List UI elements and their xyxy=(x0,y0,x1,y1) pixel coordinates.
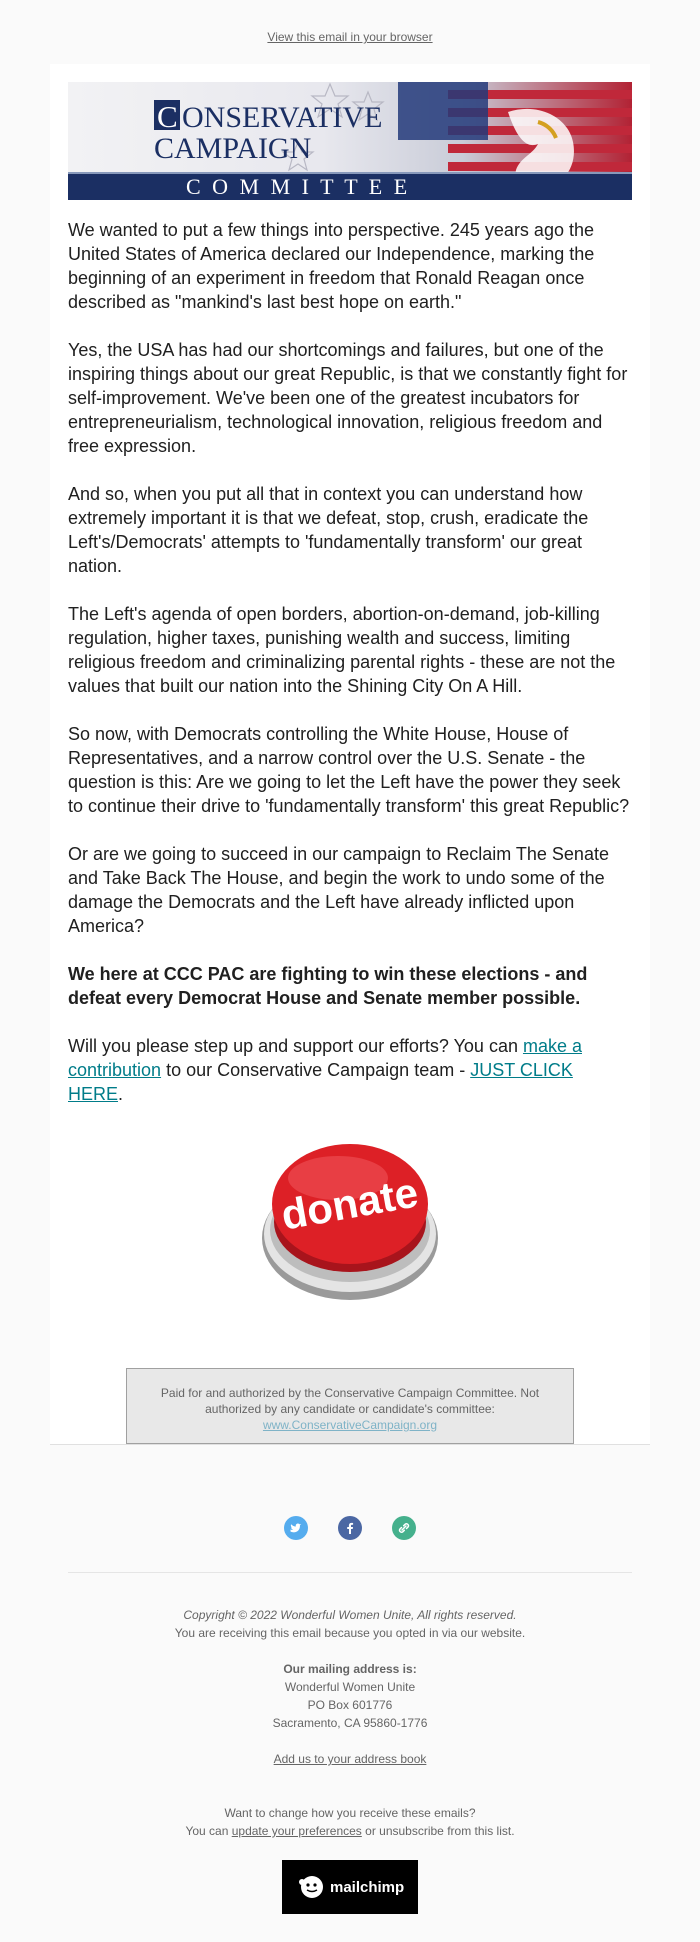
mailing-address-heading: Our mailing address is: xyxy=(283,1662,417,1676)
banner-line-3: C O M M I T T E E xyxy=(186,174,411,199)
address-line-2: Sacramento, CA 95860-1776 xyxy=(272,1716,428,1730)
paragraph-fighting: We here at CCC PAC are fighting to win these elections - and defeat every Democrat House and Senate member possible. xyxy=(68,964,588,1008)
just-click-here-link[interactable]: JUST CLICK HERE xyxy=(68,1060,573,1104)
website-link-icon[interactable] xyxy=(392,1516,416,1540)
mailchimp-label: mailchimp xyxy=(330,1879,405,1896)
donate-button[interactable] xyxy=(258,1126,442,1312)
donate-label: donate xyxy=(277,1168,422,1239)
paragraph-context: And so, when you put all that in context you can understand how extremely important it is that we defeat, stop, crush, eradicate the Left's/Democrats' attempts to 'fundamentally transform' our great nation. xyxy=(68,484,589,576)
change-answer xyxy=(0,1822,700,1840)
change-text-1: You can xyxy=(185,1824,232,1838)
card-divider xyxy=(50,1444,650,1445)
banner-line-1: ONSERVATIVE xyxy=(182,101,383,134)
banner-line-2: CAMPAIGN xyxy=(154,132,312,165)
banner-cap-letter: C xyxy=(157,99,178,134)
address-line-1: PO Box 601776 xyxy=(307,1698,393,1712)
paragraph-support xyxy=(68,1034,632,1106)
banner-graphic xyxy=(68,82,632,200)
paragraph-question: So now, with Democrats controlling the White House, House of Representatives, and a narrow control over the U.S. Senate - the question is this: Are we going to let the Left have the power they seek to continue their drive to 'fundamentally transform' this great Republic? xyxy=(68,724,630,816)
email-content xyxy=(68,218,632,1130)
change-question: Want to change how you receive these emails? xyxy=(224,1806,476,1820)
address-org: Wonderful Women Unite xyxy=(284,1680,416,1694)
footer-divider xyxy=(68,1572,632,1573)
add-to-address-book-link[interactable]: Add us to your address book xyxy=(273,1752,427,1766)
mailchimp-badge[interactable] xyxy=(282,1860,418,1914)
email-body-card xyxy=(50,64,650,1444)
support-text-3: . xyxy=(118,1084,124,1104)
twitter-icon[interactable] xyxy=(284,1516,308,1540)
paragraph-perspective: We wanted to put a few things into perspective. 245 years ago the United States of America declared our Independence, marking the beginning of an experiment in freedom that Ronald Reagan once described as "mankind's last best hope on earth." xyxy=(68,220,595,312)
update-preferences-link[interactable]: update your preferences xyxy=(231,1824,362,1838)
paragraph-agenda: The Left's agenda of open borders, abortion-on-demand, job-killing regulation, higher taxes, punishing wealth and success, limiting religious freedom and criminalizing parental rights - these are not the values that built our nation into the Shining City On A Hill. xyxy=(68,604,616,696)
paid-for-disclaimer xyxy=(126,1368,574,1444)
preheader xyxy=(0,0,700,64)
campaign-website-link[interactable]: www.ConservativeCampaign.org xyxy=(262,1418,438,1432)
footer-reason: You are receiving this email because you opted in via our website. xyxy=(174,1626,526,1640)
change-text-2: or unsubscribe from this list. xyxy=(361,1824,515,1838)
paragraph-shortcomings: Yes, the USA has had our shortcomings and failures, but one of the inspiring things about our great Republic, is that we constantly fight for self-improvement. We've been one of the greatest incubators for entrepreneurialism, technological innovation, religious freedom and free expression. xyxy=(68,340,628,456)
support-text-2: to our Conservative Campaign team - xyxy=(161,1060,471,1080)
social-links xyxy=(0,1516,700,1540)
facebook-icon[interactable] xyxy=(338,1516,362,1540)
mailchimp-icon xyxy=(299,1876,323,1898)
make-contribution-link[interactable]: make a contribution xyxy=(68,1036,582,1080)
ccc-banner-logo xyxy=(68,82,632,200)
support-text-1: Will you please step up and support our efforts? You can xyxy=(68,1036,523,1056)
paid-for-text: Paid for and authorized by the Conservative Campaign Committee. Not authorized by any candidate or candidate's committee: xyxy=(160,1386,540,1416)
view-in-browser-link[interactable]: View this email in your browser xyxy=(267,30,433,44)
footer xyxy=(0,1606,700,1840)
paragraph-reclaim: Or are we going to succeed in our campaign to Reclaim The Senate and Take Back The House, and begin the work to undo some of the damage the Democrats and the Left have already inflicted upon America? xyxy=(68,844,609,936)
footer-copyright: Copyright © 2022 Wonderful Women Unite, All rights reserved. xyxy=(183,1608,517,1622)
